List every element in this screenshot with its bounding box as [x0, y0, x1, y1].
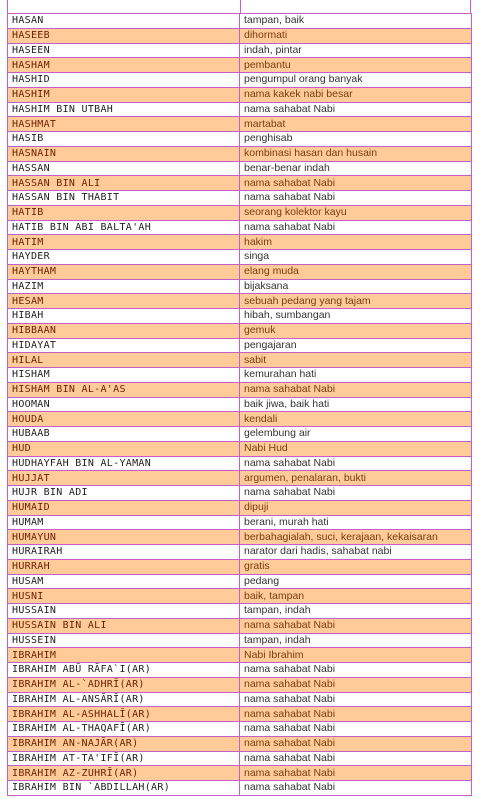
name-cell: HUDHAYFAH BIN AL-YAMAN	[8, 456, 240, 471]
name-cell: HATIB	[8, 205, 240, 220]
meaning-cell: gratis	[240, 559, 472, 574]
meaning-cell: penghisab	[240, 132, 472, 147]
meaning-cell: nama sahabat Nabi	[240, 220, 472, 235]
table-row	[8, 486, 472, 501]
name-cell: IBRAHIM AL-ASHHALĪ(AR)	[8, 707, 240, 722]
name-cell: HESAM	[8, 294, 240, 309]
meaning-cell: martabat	[240, 117, 472, 132]
meaning-cell: indah, pintar	[240, 43, 472, 58]
meaning-cell: benar-benar indah	[240, 161, 472, 176]
table-row	[8, 751, 472, 766]
table-row	[8, 43, 472, 58]
name-cell: HUSSEIN	[8, 633, 240, 648]
table-row	[8, 382, 472, 397]
table-row	[8, 132, 472, 147]
table-row	[8, 707, 472, 722]
meaning-cell: baik jiwa, baik hati	[240, 397, 472, 412]
name-cell: HUD	[8, 441, 240, 456]
meaning-cell: nama sahabat Nabi	[240, 692, 472, 707]
name-cell: HASEEN	[8, 43, 240, 58]
table-row	[8, 736, 472, 751]
meaning-cell: Nabi Hud	[240, 441, 472, 456]
table-body	[8, 14, 472, 796]
table-row	[8, 456, 472, 471]
name-cell: HUJR BIN ADI	[8, 486, 240, 501]
table-row	[8, 781, 472, 796]
table-row	[8, 294, 472, 309]
meaning-cell: sabit	[240, 353, 472, 368]
meaning-cell: nama sahabat Nabi	[240, 677, 472, 692]
meaning-cell: pengumpul orang banyak	[240, 73, 472, 88]
name-cell: HASSAN	[8, 161, 240, 176]
name-cell: HAYDER	[8, 250, 240, 265]
name-cell: IBRAHIM AT-TA'IFĪ(AR)	[8, 751, 240, 766]
meaning-cell: nama sahabat Nabi	[240, 766, 472, 781]
name-cell: HASHIM	[8, 87, 240, 102]
table-row	[8, 397, 472, 412]
table-row	[8, 766, 472, 781]
meaning-cell: pembantu	[240, 58, 472, 73]
name-cell: HUSNI	[8, 589, 240, 604]
table-row	[8, 14, 472, 29]
meaning-cell: pengajaran	[240, 338, 472, 353]
name-cell: HASHID	[8, 73, 240, 88]
column-divider	[240, 0, 241, 13]
table-row	[8, 161, 472, 176]
table-row	[8, 515, 472, 530]
table-row	[8, 117, 472, 132]
name-cell: HUSSAIN	[8, 604, 240, 619]
meaning-cell: gelembung air	[240, 427, 472, 442]
name-cell: HASHAM	[8, 58, 240, 73]
table-row	[8, 648, 472, 663]
meaning-cell: nama sahabat Nabi	[240, 456, 472, 471]
table-row	[8, 559, 472, 574]
name-cell: HILAL	[8, 353, 240, 368]
name-cell: HASEEB	[8, 28, 240, 43]
table-row	[8, 146, 472, 161]
table-row	[8, 176, 472, 191]
meaning-cell: tampan, indah	[240, 633, 472, 648]
table-row	[8, 500, 472, 515]
meaning-cell: hibah, sumbangan	[240, 309, 472, 324]
meaning-cell: berani, murah hati	[240, 515, 472, 530]
meaning-cell: kemurahan hati	[240, 368, 472, 383]
meaning-cell: nama kakek nabi besar	[240, 87, 472, 102]
meaning-cell: nama sahabat Nabi	[240, 382, 472, 397]
name-cell: HUMAM	[8, 515, 240, 530]
table-row	[8, 264, 472, 279]
table-row	[8, 412, 472, 427]
table-row	[8, 722, 472, 737]
meaning-cell: sebuah pedang yang tajam	[240, 294, 472, 309]
name-cell: HASHMAT	[8, 117, 240, 132]
name-cell: HOUDA	[8, 412, 240, 427]
table-row	[8, 102, 472, 117]
meaning-cell: nama sahabat Nabi	[240, 707, 472, 722]
name-cell: HASAN	[8, 14, 240, 29]
meaning-cell: nama sahabat Nabi	[240, 176, 472, 191]
name-cell: HUSAM	[8, 574, 240, 589]
name-cell: HASIB	[8, 132, 240, 147]
name-cell: HURAIRAH	[8, 545, 240, 560]
name-cell: HASNAIN	[8, 146, 240, 161]
name-cell: HASSAN BIN ALI	[8, 176, 240, 191]
name-cell: HAZIM	[8, 279, 240, 294]
name-cell: HISHAM	[8, 368, 240, 383]
meaning-cell: nama sahabat Nabi	[240, 618, 472, 633]
table-row	[8, 574, 472, 589]
table-row	[8, 677, 472, 692]
table-row	[8, 663, 472, 678]
name-cell: IBRAHIM	[8, 648, 240, 663]
table-row	[8, 323, 472, 338]
name-cell: IBRAHIM AL-THAQAFĪ(AR)	[8, 722, 240, 737]
table-row	[8, 589, 472, 604]
table-row	[8, 692, 472, 707]
name-cell: HIBBAAN	[8, 323, 240, 338]
name-cell: HOOMAN	[8, 397, 240, 412]
table-row	[8, 604, 472, 619]
meaning-cell: elang muda	[240, 264, 472, 279]
name-cell: HATIM	[8, 235, 240, 250]
name-cell: IBRAHIM AL-ANSĀRĪ(AR)	[8, 692, 240, 707]
name-cell: HASHIM BIN UTBAH	[8, 102, 240, 117]
table-row	[8, 205, 472, 220]
table-row	[8, 545, 472, 560]
name-cell: HASSAN BIN THABIT	[8, 191, 240, 206]
meaning-cell: nama sahabat Nabi	[240, 191, 472, 206]
name-cell: HIDAYAT	[8, 338, 240, 353]
name-cell: IBRAHIM ABŪ RĀFA`I(AR)	[8, 663, 240, 678]
name-cell: HATIB BIN ABI BALTA'AH	[8, 220, 240, 235]
table-row	[8, 87, 472, 102]
table-top-edge	[7, 0, 471, 13]
meaning-cell: kendali	[240, 412, 472, 427]
name-cell: IBRAHIM AN-NAJĀR(AR)	[8, 736, 240, 751]
table-row	[8, 279, 472, 294]
meaning-cell: dipuji	[240, 500, 472, 515]
name-cell: IBRAHIM AZ-ZUHRĪ(AR)	[8, 766, 240, 781]
name-cell: HAYTHAM	[8, 264, 240, 279]
table-row	[8, 235, 472, 250]
name-cell: IBRAHIM AL-`ADHRĪ(AR)	[8, 677, 240, 692]
table-row	[8, 530, 472, 545]
meaning-cell: nama sahabat Nabi	[240, 781, 472, 796]
meaning-cell: Nabi Ibrahim	[240, 648, 472, 663]
meaning-cell: nama sahabat Nabi	[240, 722, 472, 737]
meaning-cell: bijaksana	[240, 279, 472, 294]
table-row	[8, 28, 472, 43]
meaning-cell: berbahagialah, suci, kerajaan, kekaisaran	[240, 530, 472, 545]
name-cell: HUMAYUN	[8, 530, 240, 545]
table-row	[8, 427, 472, 442]
name-cell: HUBAAB	[8, 427, 240, 442]
meaning-cell: nama sahabat Nabi	[240, 663, 472, 678]
meaning-cell: narator dari hadis, sahabat nabi	[240, 545, 472, 560]
table-row	[8, 633, 472, 648]
name-cell: HUJJAT	[8, 471, 240, 486]
meaning-cell: singa	[240, 250, 472, 265]
table-row	[8, 73, 472, 88]
meaning-cell: baik, tampan	[240, 589, 472, 604]
table-row	[8, 250, 472, 265]
meaning-cell: nama sahabat Nabi	[240, 486, 472, 501]
meaning-cell: nama sahabat Nabi	[240, 751, 472, 766]
name-cell: HURRAH	[8, 559, 240, 574]
table-row	[8, 441, 472, 456]
meaning-cell: dihormati	[240, 28, 472, 43]
meaning-cell: nama sahabat Nabi	[240, 102, 472, 117]
meaning-cell: pedang	[240, 574, 472, 589]
table-row	[8, 368, 472, 383]
table-row	[8, 338, 472, 353]
meaning-cell: gemuk	[240, 323, 472, 338]
name-cell: HUMAID	[8, 500, 240, 515]
table-row	[8, 471, 472, 486]
meaning-cell: tampan, baik	[240, 14, 472, 29]
name-cell: HISHAM BIN AL-A'AS	[8, 382, 240, 397]
name-cell: HUSSAIN BIN ALI	[8, 618, 240, 633]
table-row	[8, 58, 472, 73]
table-row	[8, 618, 472, 633]
table-row	[8, 353, 472, 368]
meaning-cell: tampan, indah	[240, 604, 472, 619]
table-row	[8, 309, 472, 324]
meaning-cell: kombinasi hasan dan husain	[240, 146, 472, 161]
meaning-cell: hakim	[240, 235, 472, 250]
table-row	[8, 220, 472, 235]
name-cell: HIBAH	[8, 309, 240, 324]
meaning-cell: argumen, penalaran, bukti	[240, 471, 472, 486]
meaning-cell: nama sahabat Nabi	[240, 736, 472, 751]
names-meaning-table	[7, 13, 472, 796]
name-cell: IBRAHIM BIN `ABDILLAH(AR)	[8, 781, 240, 796]
meaning-cell: seorang kolektor kayu	[240, 205, 472, 220]
table-row	[8, 191, 472, 206]
